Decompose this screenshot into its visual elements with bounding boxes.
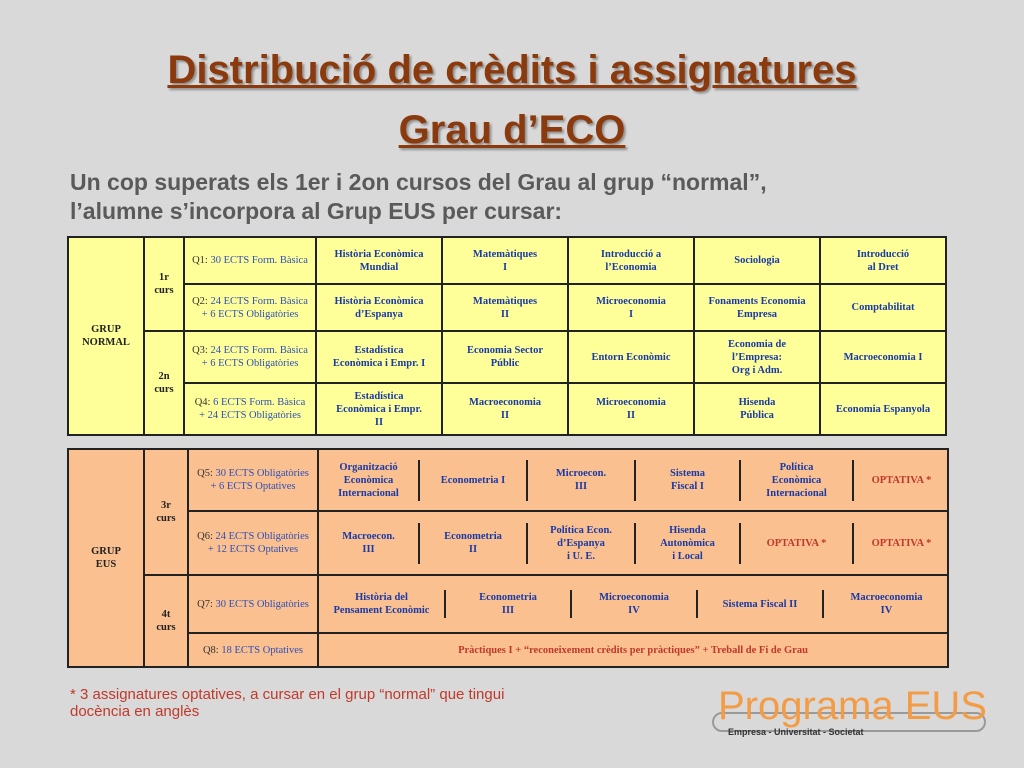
subject-cell: Economia Espanyola	[820, 383, 946, 435]
subject-cell: Organització Econòmica Internacional	[319, 460, 419, 501]
subject-cell: Fonaments Economia Empresa	[694, 284, 820, 331]
subject-cell: Entorn Econòmic	[568, 331, 694, 383]
subject-cell: Política Econòmica Internacional	[740, 460, 853, 501]
intro-line-2: l’alumne s’incorpora al Grup EUS per cursar:	[70, 198, 563, 224]
practice-cell: Pràctiques I + “reconeixement crèdits per pràctiques” + Treball de Fi de Grau	[318, 633, 948, 667]
page-title-line-2: Grau d’ECO	[398, 108, 626, 152]
year-label-2: 2n curs	[144, 331, 184, 435]
year-label-3: 3r curs	[144, 449, 188, 575]
footnote-line-2: docència en anglès	[70, 703, 200, 720]
subject-cell: Sociologia	[694, 237, 820, 284]
subject-cell: Macroeconomia II	[442, 383, 568, 435]
quarter-cell-q8: Q8: 18 ECTS Optatives	[188, 633, 318, 667]
subject-cell: Microecon. III	[527, 460, 635, 501]
subject-cell: Introducció a l’Economia	[568, 237, 694, 284]
group-label-normal: GRUP NORMAL	[68, 237, 144, 435]
quarter-cell-q6: Q6: 24 ECTS Obligatòries + 12 ECTS Optatives	[188, 511, 318, 575]
subject-cell: Història Econòmica d’Espanya	[316, 284, 442, 331]
logo-subtitle: Empresa - Universitat - Societat	[728, 727, 864, 737]
intro-line-1: Un cop superats els 1er i 2on cursos del Grau al grup “normal”,	[70, 169, 767, 195]
subject-cell: Matemàtiques I	[442, 237, 568, 284]
subject-cell: Política Econ. d’Espanya i U. E.	[527, 523, 635, 564]
subject-cell: Microeconomia II	[568, 383, 694, 435]
footnote	[70, 686, 670, 720]
subjects-row-q7	[318, 575, 948, 633]
subject-cell: Sistema Fiscal II	[697, 590, 823, 618]
quarter-cell-q3: Q3: 24 ECTS Form. Bàsica + 6 ECTS Obligatòries	[184, 331, 316, 383]
intro-text	[70, 168, 970, 226]
subject-cell: Introducció al Dret	[820, 237, 946, 284]
subject-cell: Hisenda Pública	[694, 383, 820, 435]
logo-text: Programa EUS	[718, 684, 987, 728]
programa-eus-logo	[712, 684, 994, 740]
subject-cell: Estadística Econòmica i Empr. I	[316, 331, 442, 383]
subject-cell: Comptabilitat	[820, 284, 946, 331]
subject-cell: Matemàtiques II	[442, 284, 568, 331]
subject-cell: Sistema Fiscal I	[635, 460, 740, 501]
year-label-1: 1r curs	[144, 237, 184, 331]
subject-cell: Microeconomia IV	[571, 590, 697, 618]
subject-cell: Macroeconomia IV	[823, 590, 949, 618]
page-title-line-1: Distribució de crèdits i assignatures	[167, 48, 857, 92]
subjects-row-q6	[318, 511, 948, 575]
subject-cell: Història Econòmica Mundial	[316, 237, 442, 284]
subject-cell: Estadística Econòmica i Empr. II	[316, 383, 442, 435]
subject-cell: Economia de l’Empresa: Org i Adm.	[694, 331, 820, 383]
subject-cell: Història del Pensament Econòmic	[319, 590, 445, 618]
subject-cell: Macroeconomia I	[820, 331, 946, 383]
footnote-line-1: * 3 assignatures optatives, a cursar en el grup “normal” que tingui	[70, 686, 505, 703]
quarter-cell-q5: Q5: 30 ECTS Obligatòries + 6 ECTS Optatives	[188, 449, 318, 511]
subjects-row-q5	[318, 449, 948, 511]
grup-eus-table	[67, 448, 949, 668]
quarter-cell-q1: Q1: 30 ECTS Form. Bàsica	[184, 237, 316, 284]
subject-cell: Hisenda Autonòmica i Local	[635, 523, 740, 564]
subject-cell: Econometria I	[419, 460, 527, 501]
optativa-cell: OPTATIVA *	[853, 460, 949, 501]
quarter-cell-q2: Q2: 24 ECTS Form. Bàsica + 6 ECTS Obligatòries	[184, 284, 316, 331]
grup-normal-table	[67, 236, 947, 436]
optativa-cell: OPTATIVA *	[740, 523, 853, 564]
group-label-eus: GRUP EUS	[68, 449, 144, 667]
quarter-cell-q4: Q4: 6 ECTS Form. Bàsica + 24 ECTS Obligatòries	[184, 383, 316, 435]
subject-cell: Microeconomia I	[568, 284, 694, 331]
optativa-cell: OPTATIVA *	[853, 523, 949, 564]
subject-cell: Econometria III	[445, 590, 571, 618]
subject-cell: Econometria II	[419, 523, 527, 564]
subject-cell: Macroecon. III	[319, 523, 419, 564]
subject-cell: Economia Sector Públic	[442, 331, 568, 383]
quarter-cell-q7: Q7: 30 ECTS Obligatòries	[188, 575, 318, 633]
year-label-4: 4t curs	[144, 575, 188, 667]
